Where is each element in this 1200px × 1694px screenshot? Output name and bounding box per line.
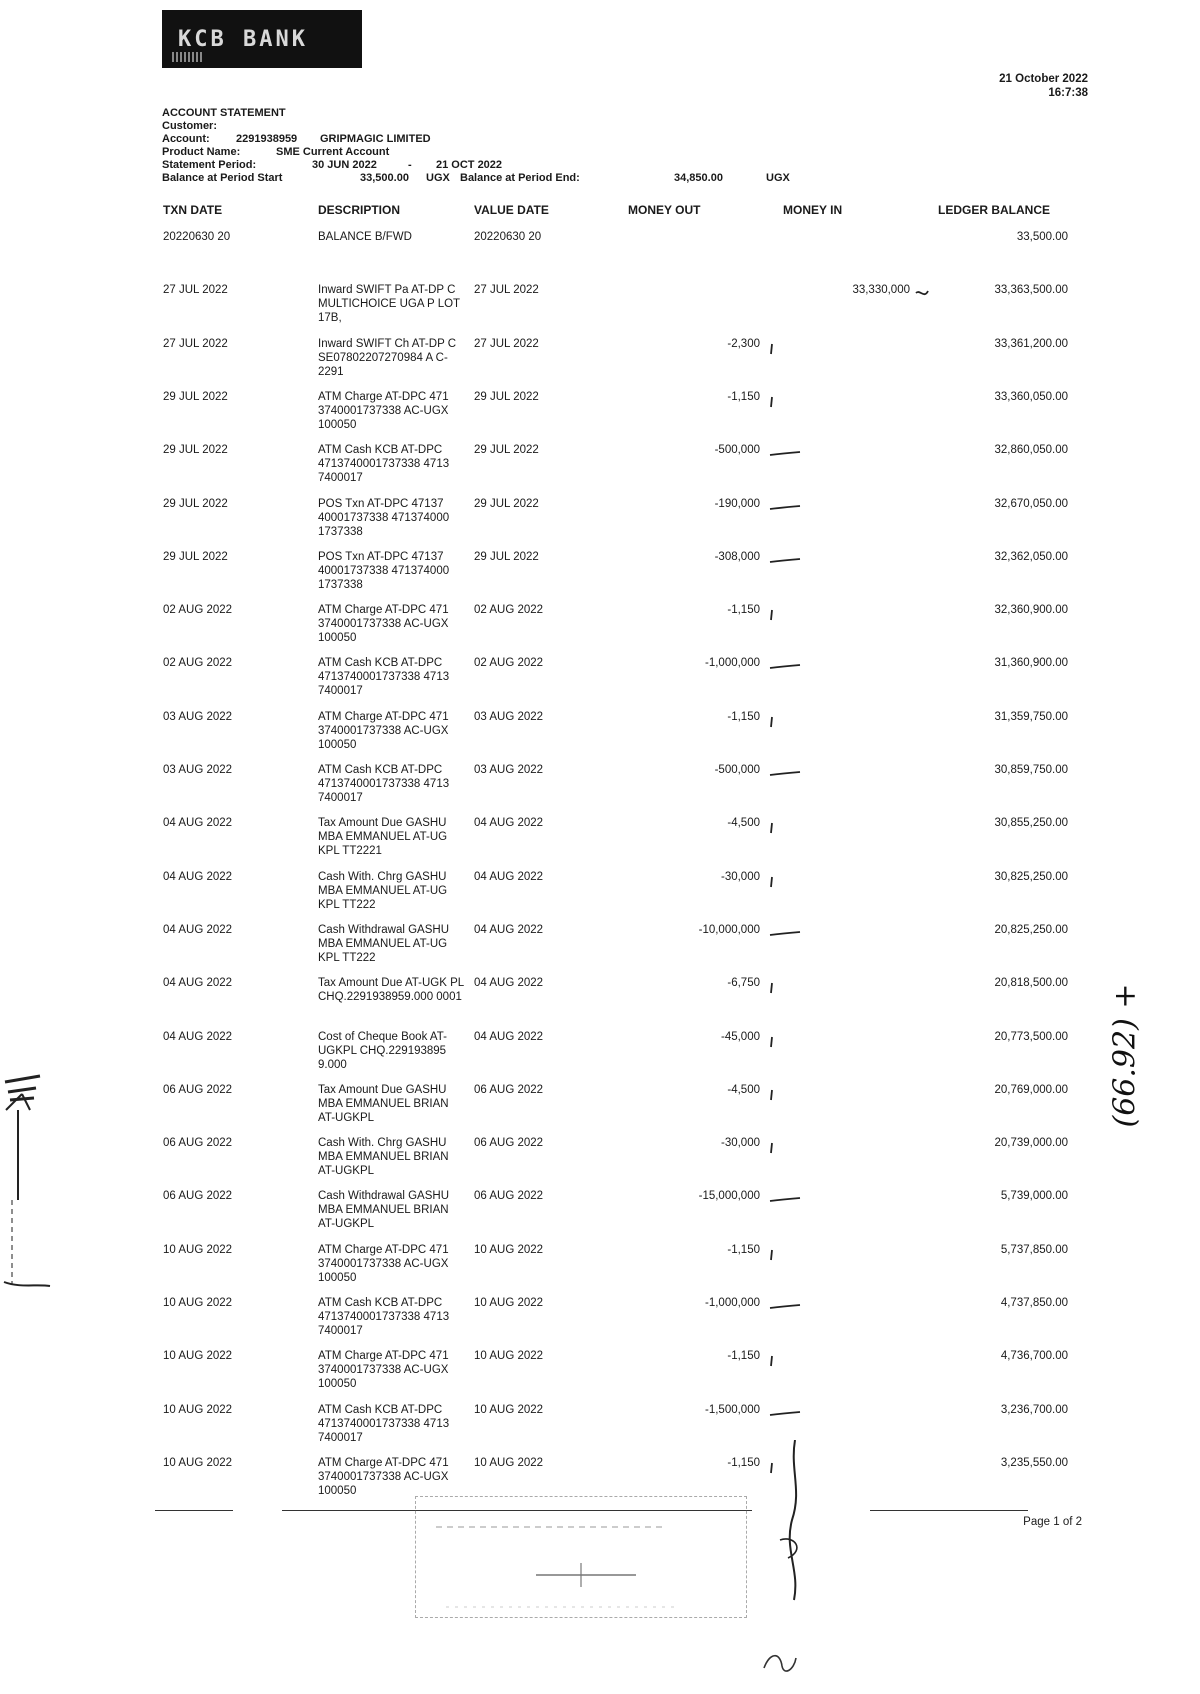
check-mark-icon: [766, 1034, 802, 1048]
check-mark-icon: [766, 980, 802, 994]
period-separator: -: [408, 159, 412, 171]
money-out-cell: -45,000: [720, 1031, 760, 1043]
footer-rule: [155, 1510, 233, 1511]
txn-date-cell: 03 AUG 2022: [163, 764, 233, 776]
value-date-cell: 04 AUG 2022: [474, 924, 544, 936]
description-cell: BALANCE B/FWD: [318, 231, 412, 243]
check-mark-icon: [766, 767, 802, 781]
money-in-cell: 33,330,000: [852, 284, 910, 296]
ledger-balance-cell: 32,670,050.00: [994, 498, 1068, 510]
txn-date-cell: 10 AUG 2022: [163, 1244, 233, 1256]
check-mark-icon: [766, 447, 802, 461]
account-label: Account:: [162, 133, 210, 145]
description-cell: ATM Charge AT-DPC 471 3740001737338 AC-UGX 100050: [318, 1457, 449, 1497]
value-date-cell: 29 JUL 2022: [474, 551, 539, 563]
description-cell: POS Txn AT-DPC 47137 40001737338 471374000 1737338: [318, 551, 450, 591]
bank-logo: [162, 10, 362, 68]
col-value-date: VALUE DATE: [474, 203, 549, 217]
money-out-cell: -6,750: [727, 977, 760, 989]
description-cell: Cash Withdrawal GASHU MBA EMMANUEL BRIAN AT-UGKPL: [318, 1190, 450, 1230]
bank-stamp: [415, 1496, 747, 1618]
description-cell: ATM Charge AT-DPC 471 3740001737338 AC-UGX 100050: [318, 604, 449, 644]
description-cell: POS Txn AT-DPC 47137 40001737338 471374000 1737338: [318, 498, 450, 538]
money-out-cell: -1,150: [727, 391, 760, 403]
value-date-cell: 10 AUG 2022: [474, 1350, 544, 1362]
check-mark-icon: [766, 660, 802, 674]
value-date-cell: 03 AUG 2022: [474, 711, 544, 723]
check-mark-icon: [766, 1140, 802, 1154]
table-row: [0, 923, 1200, 975]
value-date-cell: 04 AUG 2022: [474, 977, 544, 989]
check-mark-icon: [766, 927, 802, 941]
table-row: [0, 870, 1200, 922]
table-row: [0, 1136, 1200, 1188]
table-row: [0, 976, 1200, 1028]
value-date-cell: 06 AUG 2022: [474, 1190, 544, 1202]
col-money-in: MONEY IN: [783, 203, 843, 217]
ledger-balance-cell: 33,363,500.00: [994, 284, 1068, 296]
description-cell: Tax Amount Due AT-UGK PL CHQ.2291938959.000 0001: [318, 977, 464, 1003]
bank-logo-text: KCB BANK: [178, 26, 308, 52]
txn-date-cell: 04 AUG 2022: [163, 977, 233, 989]
ledger-balance-cell: 20,773,500.00: [994, 1031, 1068, 1043]
table-row: [0, 710, 1200, 762]
table-row: [0, 443, 1200, 495]
check-mark-icon: [766, 341, 802, 355]
check-mark-icon: [766, 1087, 802, 1101]
check-mark-icon: [766, 554, 802, 568]
ledger-balance-cell: 20,739,000.00: [994, 1137, 1068, 1149]
statement-heading: ACCOUNT STATEMENT: [162, 107, 286, 119]
balance-start-currency: UGX: [426, 172, 450, 184]
ledger-balance-cell: 30,825,250.00: [994, 871, 1068, 883]
description-cell: ATM Cash KCB AT-DPC 4713740001737338 4713 7400017: [318, 444, 450, 484]
txn-date-cell: 02 AUG 2022: [163, 657, 233, 669]
check-mark-icon: [766, 394, 802, 408]
txn-date-cell: 04 AUG 2022: [163, 924, 233, 936]
ledger-balance-cell: 30,855,250.00: [994, 817, 1068, 829]
money-out-cell: -500,000: [714, 764, 760, 776]
value-date-cell: 10 AUG 2022: [474, 1244, 544, 1256]
txn-date-cell: 02 AUG 2022: [163, 604, 233, 616]
print-date: 21 October 2022: [999, 73, 1088, 85]
value-date-cell: 03 AUG 2022: [474, 764, 544, 776]
money-out-cell: -1,150: [727, 1350, 760, 1362]
description-cell: ATM Charge AT-DPC 471 3740001737338 AC-UGX 100050: [318, 1244, 449, 1284]
money-out-cell: -1,150: [727, 604, 760, 616]
txn-date-cell: 03 AUG 2022: [163, 711, 233, 723]
check-mark-icon: [766, 1193, 802, 1207]
description-cell: Cash With. Chrg GASHU MBA EMMANUEL BRIAN AT-UGKPL: [318, 1137, 449, 1177]
money-out-cell: -4,500: [727, 817, 760, 829]
table-header: [0, 203, 1200, 219]
money-out-cell: -1,150: [727, 1457, 760, 1469]
ledger-balance-cell: 30,859,750.00: [994, 764, 1068, 776]
description-cell: Cash Withdrawal GASHU MBA EMMANUEL AT-UG KPL TT222: [318, 924, 450, 964]
txn-date-cell: 06 AUG 2022: [163, 1137, 233, 1149]
description-cell: Cash With. Chrg GASHU MBA EMMANUEL AT-UG KPL TT222: [318, 871, 448, 911]
description-cell: ATM Cash KCB AT-DPC 4713740001737338 4713 7400017: [318, 1297, 450, 1337]
txn-date-cell: 27 JUL 2022: [163, 338, 228, 350]
table-row: [0, 390, 1200, 442]
table-row: [0, 1403, 1200, 1455]
ledger-balance-cell: 32,860,050.00: [994, 444, 1068, 456]
money-out-cell: -4,500: [727, 1084, 760, 1096]
txn-date-cell: 04 AUG 2022: [163, 871, 233, 883]
product-name: SME Current Account: [276, 146, 390, 158]
ledger-balance-cell: 4,736,700.00: [1000, 1350, 1068, 1362]
table-row: [0, 656, 1200, 708]
money-out-cell: -1,150: [727, 711, 760, 723]
period-end: 21 OCT 2022: [436, 159, 503, 171]
table-row: [0, 1349, 1200, 1401]
check-mark-icon: [766, 607, 802, 621]
handwritten-signature: [770, 1440, 820, 1620]
value-date-cell: 06 AUG 2022: [474, 1137, 544, 1149]
ledger-balance-cell: 5,737,850.00: [1000, 1244, 1068, 1256]
money-out-cell: -1,000,000: [705, 657, 760, 669]
value-date-cell: 27 JUL 2022: [474, 284, 539, 296]
money-out-cell: -15,000,000: [698, 1190, 760, 1202]
period-label: Statement Period:: [162, 159, 257, 171]
value-date-cell: 27 JUL 2022: [474, 338, 539, 350]
value-date-cell: 02 AUG 2022: [474, 657, 544, 669]
value-date-cell: 02 AUG 2022: [474, 604, 544, 616]
money-out-cell: -500,000: [714, 444, 760, 456]
ledger-balance-cell: 20,769,000.00: [994, 1084, 1068, 1096]
col-description: DESCRIPTION: [318, 203, 401, 217]
table-row: [0, 1030, 1200, 1082]
table-row: [0, 1243, 1200, 1295]
ledger-balance-cell: 3,236,700.00: [1000, 1404, 1068, 1416]
ledger-balance-cell: 31,360,900.00: [994, 657, 1068, 669]
txn-date-cell: 04 AUG 2022: [163, 1031, 233, 1043]
description-cell: ATM Cash KCB AT-DPC 4713740001737338 4713 7400017: [318, 1404, 450, 1444]
description-cell: Inward SWIFT Pa AT-DP C MULTICHOICE UGA P LOT 17B,: [318, 284, 460, 324]
txn-date-cell: 10 AUG 2022: [163, 1350, 233, 1362]
txn-date-cell: 29 JUL 2022: [163, 551, 228, 563]
money-out-cell: -2,300: [727, 338, 760, 350]
txn-date-cell: 20220630 20: [163, 231, 231, 243]
ledger-balance-cell: 31,359,750.00: [994, 711, 1068, 723]
balance-end: 34,850.00: [674, 172, 723, 184]
money-out-cell: -1,150: [727, 1244, 760, 1256]
account-name: GRIPMAGIC LIMITED: [320, 133, 431, 145]
ledger-balance-cell: 33,500.00: [1016, 231, 1068, 243]
print-datetime: [999, 72, 1088, 100]
check-mark-icon: [766, 820, 802, 834]
txn-date-cell: 04 AUG 2022: [163, 817, 233, 829]
description-cell: Tax Amount Due GASHU MBA EMMANUEL AT-UG KPL TT2221: [318, 817, 448, 857]
check-mark-icon: [766, 874, 802, 888]
table-row: [0, 230, 1200, 282]
txn-date-cell: 29 JUL 2022: [163, 391, 228, 403]
description-cell: ATM Cash KCB AT-DPC 4713740001737338 4713 7400017: [318, 657, 450, 697]
col-ledger-balance: LEDGER BALANCE: [938, 203, 1051, 217]
txn-date-cell: 27 JUL 2022: [163, 284, 228, 296]
ledger-balance-cell: 20,825,250.00: [994, 924, 1068, 936]
product-label: Product Name:: [162, 146, 241, 158]
check-mark-icon: [766, 1247, 802, 1261]
value-date-cell: 10 AUG 2022: [474, 1404, 544, 1416]
customer-label: Customer:: [162, 120, 218, 132]
txn-date-cell: 10 AUG 2022: [163, 1297, 233, 1309]
ledger-balance-cell: 3,235,550.00: [1000, 1457, 1068, 1469]
check-mark-icon: [914, 287, 950, 301]
table-row: [0, 816, 1200, 868]
handwritten-initials: [760, 1648, 800, 1678]
description-cell: Tax Amount Due GASHU MBA EMMANUEL BRIAN AT-UGKPL: [318, 1084, 449, 1124]
table-row: [0, 337, 1200, 389]
description-cell: Cost of Cheque Book AT-UGKPL CHQ.229193895 9.000: [318, 1031, 447, 1071]
money-out-cell: -308,000: [714, 551, 760, 563]
txn-date-cell: 29 JUL 2022: [163, 444, 228, 456]
txn-date-cell: 29 JUL 2022: [163, 498, 228, 510]
stamp-marks: [416, 1497, 746, 1617]
value-date-cell: 29 JUL 2022: [474, 391, 539, 403]
value-date-cell: 04 AUG 2022: [474, 871, 544, 883]
page-number: Page 1 of 2: [1023, 1516, 1082, 1528]
logo-noise: [172, 52, 202, 62]
money-out-cell: -1,000,000: [705, 1297, 760, 1309]
ledger-balance-cell: 32,362,050.00: [994, 551, 1068, 563]
description-cell: ATM Charge AT-DPC 471 3740001737338 AC-UGX 100050: [318, 391, 449, 431]
value-date-cell: 10 AUG 2022: [474, 1297, 544, 1309]
table-row: [0, 763, 1200, 815]
check-mark-icon: [766, 501, 802, 515]
table-row: [0, 550, 1200, 602]
txn-date-cell: 06 AUG 2022: [163, 1190, 233, 1202]
ledger-balance-cell: 5,739,000.00: [1000, 1190, 1068, 1202]
value-date-cell: 04 AUG 2022: [474, 1031, 544, 1043]
txn-date-cell: 10 AUG 2022: [163, 1457, 233, 1469]
balance-end-currency: UGX: [766, 172, 790, 184]
table-row: [0, 497, 1200, 549]
check-mark-icon: [766, 1353, 802, 1367]
value-date-cell: 04 AUG 2022: [474, 817, 544, 829]
balance-end-label: Balance at Period End:: [460, 172, 580, 184]
value-date-cell: 29 JUL 2022: [474, 444, 539, 456]
table-row: [0, 603, 1200, 655]
txn-date-cell: 10 AUG 2022: [163, 1404, 233, 1416]
period-start: 30 JUN 2022: [312, 159, 377, 171]
print-time: 16:7:38: [1048, 87, 1088, 99]
money-out-cell: -10,000,000: [698, 924, 760, 936]
col-txn-date: TXN DATE: [163, 203, 223, 217]
check-mark-icon: [766, 714, 802, 728]
value-date-cell: 29 JUL 2022: [474, 498, 539, 510]
value-date-cell: 20220630 20: [474, 231, 542, 243]
check-mark-icon: [766, 1300, 802, 1314]
check-mark-icon: [766, 1407, 802, 1421]
ledger-balance-cell: 4,737,850.00: [1000, 1297, 1068, 1309]
value-date-cell: 06 AUG 2022: [474, 1084, 544, 1096]
ledger-balance-cell: 32,360,900.00: [994, 604, 1068, 616]
table-row: [0, 1189, 1200, 1241]
ledger-balance-cell: 33,361,200.00: [994, 338, 1068, 350]
value-date-cell: 10 AUG 2022: [474, 1457, 544, 1469]
money-out-cell: -190,000: [714, 498, 760, 510]
txn-date-cell: 06 AUG 2022: [163, 1084, 233, 1096]
balance-start: 33,500.00: [360, 172, 409, 184]
balance-start-label: Balance at Period Start: [162, 172, 283, 184]
ledger-balance-cell: 33,360,050.00: [994, 391, 1068, 403]
margin-stamp: [0, 1070, 60, 1300]
account-number: 2291938959: [236, 133, 298, 145]
table-row: [0, 1083, 1200, 1135]
table-row: [0, 1296, 1200, 1348]
footer-rule: [870, 1510, 1028, 1511]
description-cell: ATM Charge AT-DPC 471 3740001737338 AC-UGX 100050: [318, 711, 449, 751]
ledger-balance-cell: 20,818,500.00: [994, 977, 1068, 989]
money-out-cell: -30,000: [720, 1137, 760, 1149]
statement-header: [162, 107, 790, 185]
description-cell: ATM Charge AT-DPC 471 3740001737338 AC-UGX 100050: [318, 1350, 449, 1390]
table-row: [0, 283, 1200, 335]
description-cell: ATM Cash KCB AT-DPC 4713740001737338 4713 7400017: [318, 764, 450, 804]
money-out-cell: -1,500,000: [705, 1404, 760, 1416]
description-cell: Inward SWIFT Ch AT-DP C SE07802207270984 A C-2291: [318, 338, 457, 378]
col-money-out: MONEY OUT: [628, 203, 701, 217]
margin-handwritten-note: (66.92) +: [1107, 983, 1143, 1128]
money-out-cell: -30,000: [720, 871, 760, 883]
